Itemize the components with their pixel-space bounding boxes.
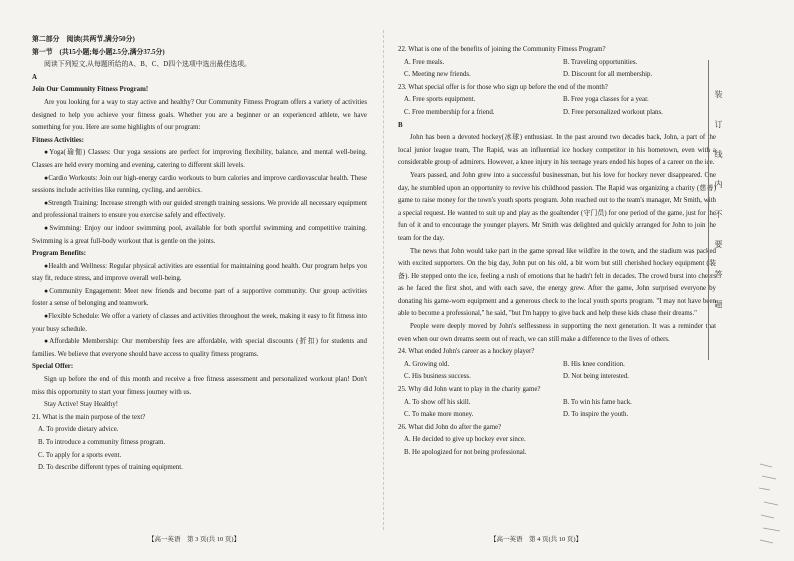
passage-paragraph: The news that John would take part in the game spread like wildfire in the town, and the stadium was packed with excited supporters. On the big day, John put on his old, a bit worn but still cherished hockey equipment (装备). He stepped onto the ice, feeling a rush of emotions that he hadn't felt in decades. The crowd burst into cheers as he faced the first shot, and with each save, the energy grew. After the game, John surprised everyone by donating his game-worn equipment and a generous check to the local youth sports program. "I may not have been able to become a professional," he said, "but I'm happy to give back and help these kids chase their dreams." bbox=[398, 247, 716, 318]
question-24-options bbox=[398, 359, 716, 384]
sub-title: 第一节 (共15小题;每小题2.5分,满分37.5分) bbox=[32, 48, 165, 56]
left-column bbox=[32, 34, 367, 475]
question-26-options bbox=[398, 434, 716, 459]
passage-title: Join Our Community Fitness Program! bbox=[32, 86, 149, 94]
option: C. To make more money. bbox=[404, 411, 474, 419]
option: C. To apply for a sports event. bbox=[38, 451, 122, 459]
margin-char: 不 bbox=[714, 210, 723, 218]
benefits-heading: Program Benefits: bbox=[32, 250, 87, 258]
benefit-item: ●Affordable Membership: Our membership fees are affordable, with special discounts (折扣) for students and families. We believe that everyone should have access to quality fitness programs. bbox=[32, 338, 367, 358]
question-24: 24. What ended John's career as a hockey player? bbox=[398, 348, 535, 356]
option: D. Free personalized workout plans. bbox=[563, 108, 663, 116]
margin-char: 装 bbox=[714, 90, 723, 98]
option: C. His business success. bbox=[404, 373, 471, 381]
question-26: 26. What did John do after the game? bbox=[398, 423, 502, 431]
option: B. To win his fame back. bbox=[563, 398, 632, 406]
activities-heading: Fitness Activities: bbox=[32, 136, 84, 144]
option: A. Free sports equipment. bbox=[404, 96, 476, 104]
question-21: 21. What is the main purpose of the text? bbox=[32, 413, 146, 421]
option: B. He apologized for not being professional. bbox=[404, 449, 527, 456]
benefit-item: ●Community Engagement: Meet new friends and become part of a supportive community. Our group activities foster a sense of belonging and teamwork. bbox=[32, 287, 367, 308]
question-25-options bbox=[398, 397, 716, 422]
option: A. Growing old. bbox=[404, 360, 450, 368]
benefit-item: ●Flexible Schedule: We offer a variety of classes and activities throughout the week, making it easy to fit fitness into your busy schedule. bbox=[32, 313, 367, 333]
binding-margin bbox=[708, 60, 737, 360]
activity-item: ●Cardio Workouts: Join our high-energy cardio workouts to burn calories and improve cardiovascular health. These sessions include activities like running, cycling, and aerobics. bbox=[32, 174, 367, 195]
passage-paragraph: John has been a devoted hockey(冰球) enthusiast. In the past around two decades back, John, a part of the local junior league team, The Rapid, was an influential ice hockey competitor in his hometown, even with a considerable group of admirers. However, a knee injury in his teenage years ended his hopes of a career on the ice. bbox=[398, 134, 716, 167]
margin-char: 订 bbox=[714, 120, 723, 128]
question-22: 22. What is one of the benefits of joining the Community Fitness Program? bbox=[398, 46, 606, 53]
intro-paragraph: Are you looking for a way to stay active and healthy? Our Community Fitness Program offers a variety of activities designed to help you achieve your fitness goals. Whether you are a beginner or an experienced athlete, we have something for you. Here are some highlights of our program: bbox=[32, 98, 367, 132]
option: A. He decided to give up hockey ever since. bbox=[404, 436, 526, 444]
option: C. Meeting new friends. bbox=[404, 71, 471, 79]
question-25: 25. Why did John want to play in the charity game? bbox=[398, 386, 541, 394]
question-23-options bbox=[398, 94, 716, 119]
activity-item: ●Strength Training: Increase strength with our guided strength training sessions. We provide all necessary equipment and professional trainers to ensure you exercise safely and effectively. bbox=[32, 199, 367, 220]
option: D. To describe different types of training equipment. bbox=[38, 464, 183, 472]
option: B. Traveling opportunities. bbox=[563, 58, 638, 66]
margin-char: 答 bbox=[714, 270, 723, 278]
offer-paragraph: Sign up before the end of this month and receive a free fitness assessment and personalized workout plan! Don't miss this opportunity to start your fitness journey with us. bbox=[32, 376, 367, 396]
option: B. Free yoga classes for a year. bbox=[563, 96, 649, 104]
passage-letter-b: B bbox=[398, 121, 403, 129]
question-23: 23. What special offer is for those who sign up before the end of the month? bbox=[398, 83, 608, 91]
margin-char: 内 bbox=[714, 180, 723, 188]
option: A. To show off his skill. bbox=[404, 398, 471, 406]
margin-char: 要 bbox=[714, 240, 723, 248]
margin-char: 线 bbox=[714, 150, 723, 158]
option: D. To inspire the youth. bbox=[563, 411, 629, 419]
closing-line: Stay Active! Stay Healthy! bbox=[44, 401, 119, 409]
option: C. Free membership for a friend. bbox=[404, 108, 495, 116]
passage-letter-a: A bbox=[32, 73, 37, 81]
passage-paragraph: Years passed, and John grew into a successful businessman, but his love for hockey never disappeared. One day, he stumbled upon an opportunity to revive his childhood passion. The Rapid was organizing a charity (慈善) game to raise money for the town's youth sports program. John reached out to the team's manager, Mr Smith, with a special request. He wanted to suit up and play as the goaltender (守门员) for one period of the game, just for the fun of it and to encourage the younger players. Mr Smith was delighted and quickly arranged for John to join the team for the day. bbox=[398, 171, 716, 242]
column-divider bbox=[383, 30, 384, 530]
offer-heading: Special Offer: bbox=[32, 363, 74, 371]
activity-item: ●Yoga(瑜伽) Classes: Our yoga sessions are perfect for improving flexibility, balance, and mental well-being. Classes are held every morning and evening, catering to different skill levels. bbox=[32, 149, 367, 169]
question-21-options bbox=[32, 424, 367, 474]
scan-marks bbox=[756, 460, 786, 550]
page-footer-left: 【高一英语 第 3 页(共 10 页)】 bbox=[148, 536, 241, 543]
option: D. Not being interested. bbox=[563, 373, 630, 381]
margin-char: 题 bbox=[714, 300, 723, 308]
section-title: 第二部分 阅读(共两节,满分50分) bbox=[32, 36, 135, 43]
option: D. Discount for all membership. bbox=[563, 71, 653, 79]
question-22-options bbox=[398, 57, 716, 82]
instruction: 阅读下列短文,从每题所给的A、B、C、D四个选项中选出最佳选项。 bbox=[44, 61, 251, 69]
right-column bbox=[398, 44, 716, 460]
benefit-item: ●Health and Wellness: Regular physical activities are essential for maintaining good health. Our program helps you stay fit, reduce stress, and improve overall well-being. bbox=[32, 262, 367, 283]
activity-item: ●Swimming: Enjoy our indoor swimming pool, available for both sportful swimming and competitive training. Swimming is a great full-body workout that is gentle on the joints. bbox=[32, 224, 367, 245]
option: A. Free meals. bbox=[404, 58, 445, 66]
option: A. To provide dietary advice. bbox=[38, 426, 119, 434]
page-footer-right: 【高一英语 第 4 页(共 10 页)】 bbox=[490, 536, 583, 543]
passage-paragraph: People were deeply moved by John's selflessness in supporting the next generation. It was a reminder that even when our own dreams seem out of reach, we can still make a difference to the lives of others. bbox=[398, 323, 716, 343]
option: B. His knee condition. bbox=[563, 360, 625, 368]
option: B. To introduce a community fitness program. bbox=[38, 439, 166, 446]
